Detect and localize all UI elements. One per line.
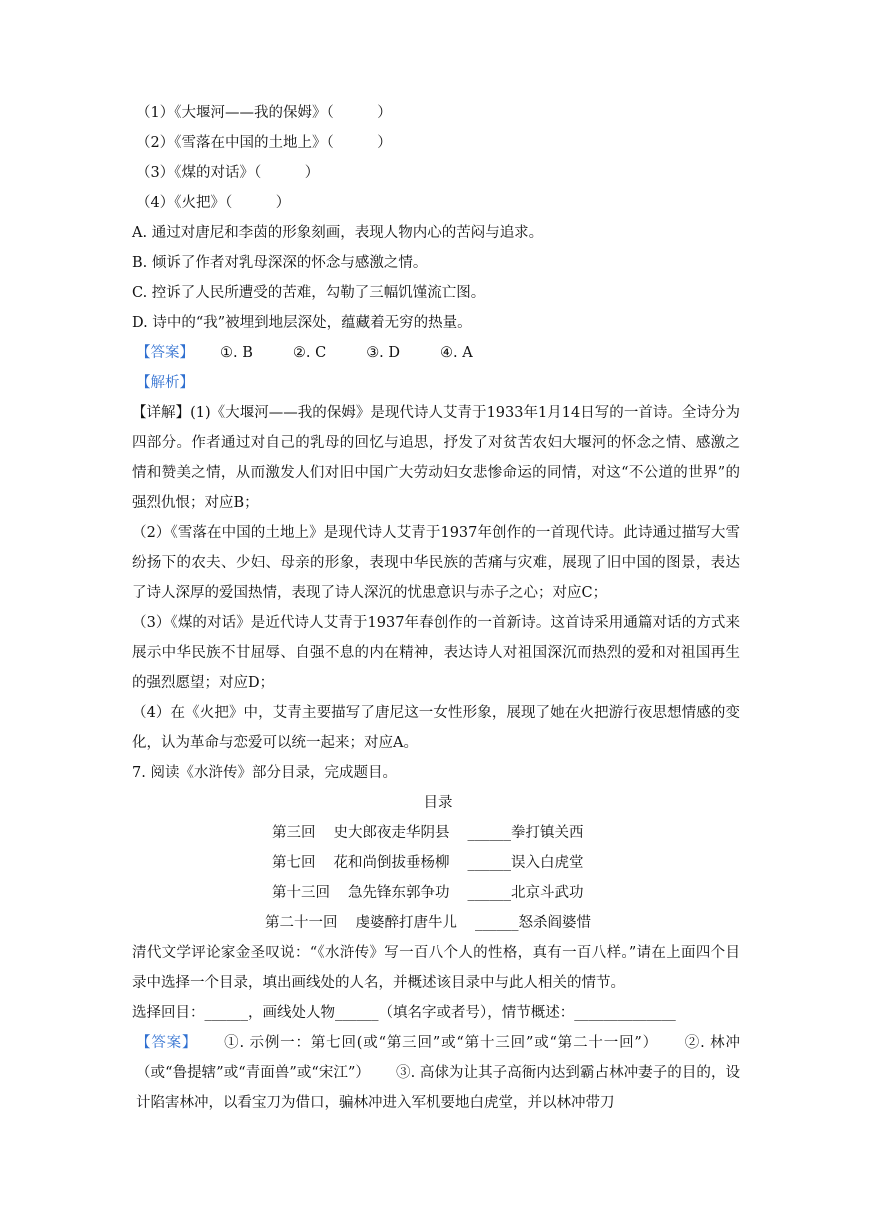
toc-right-4: ______怒杀阎婆惜 bbox=[475, 915, 591, 931]
document-page bbox=[132, 98, 740, 1118]
detail-tag: 【详解】 bbox=[132, 405, 191, 421]
toc-chapter-1: 第三回 bbox=[272, 825, 316, 841]
answer-1: ①. B bbox=[220, 345, 253, 361]
question-7-answer bbox=[132, 1028, 740, 1118]
question-7-fill-line: 选择回目：______，画线处人物______（填名字或者号），情节概述：______________ bbox=[132, 1005, 676, 1021]
toc-row-3 bbox=[132, 878, 740, 908]
detail-1-text: (1)《大堰河——我的保姆》是现代诗人艾青于1933年1月14日写的一首诗。全诗分为四部分。作者通过对自己的乳母的回忆与追思，抒发了对贫苦农妇大堰河的怀念之情、感激之情和赞美之情，从而激发人们对旧中国广大劳动妇女悲惨命运的同情，对这“不公道的世界”的强烈仇恨；对应B； bbox=[132, 405, 740, 511]
q7-answer-1: ①. 示例一：第七回(或“第三回”或“第十三回”或“第二十一回”） bbox=[223, 1035, 658, 1051]
toc-title: 目录 bbox=[423, 795, 453, 811]
analysis-heading bbox=[132, 368, 740, 398]
detail-paragraph-2: （2）《雪落在中国的土地上》是现代诗人艾青于1937年创作的一首现代诗。此诗通过描写大雪纷扬下的农夫、少妇、母亲的形象，表现中华民族的苦痛与灾难，展现了旧中国的图景，表达了诗人深厚的爱国热情，表现了诗人深沉的忧患意识与赤子之心；对应C； bbox=[132, 525, 740, 601]
question-7-stem: 7. 阅读《水浒传》部分目录，完成题目。 bbox=[132, 765, 397, 781]
q7-answer-tag: 【答案】 bbox=[136, 1035, 198, 1051]
toc-right-1: ______拳打镇关西 bbox=[467, 825, 584, 841]
toc-chapter-2: 第七回 bbox=[272, 855, 316, 871]
answer-line bbox=[132, 338, 740, 368]
toc-row-1 bbox=[132, 818, 740, 848]
option-d: D. 诗中的“我”被埋到地层深处，蕴藏着无穷的热量。 bbox=[132, 315, 472, 331]
question-7-prompt: 清代文学评论家金圣叹说：“《水浒传》写一百八个人的性格，真有一百八样。”请在上面四个目录中选择一个目录，填出画线处的人名，并概述该目录中与此人相关的情节。 bbox=[132, 945, 740, 991]
option-b: B. 倾诉了作者对乳母深深的怀念与感激之情。 bbox=[132, 255, 428, 271]
toc-left-2: 花和尚倒拔垂杨柳 bbox=[333, 855, 450, 871]
toc-left-4: 虔婆醉打唐牛儿 bbox=[355, 915, 457, 931]
match-item-3: （3）《煤的对话》（ ） bbox=[136, 165, 320, 181]
match-item-1: （1）《大堰河——我的保姆》（ ） bbox=[136, 105, 392, 121]
toc-right-2: ______误入白虎堂 bbox=[467, 855, 584, 871]
detail-paragraph-4: （4）在《火把》中，艾青主要描写了唐尼这一女性形象，展现了她在火把游行夜思想情感的变化，认为革命与恋爱可以统一起来；对应A。 bbox=[132, 705, 740, 751]
option-a: A. 通过对唐尼和李茵的形象刻画，表现人物内心的苦闷与追求。 bbox=[132, 225, 544, 241]
detail-paragraph-3: （3）《煤的对话》是近代诗人艾青于1937年春创作的一首新诗。这首诗采用通篇对话的方式来展示中华民族不甘屈辱、自强不息的内在精神，表达诗人对祖国深沉而热烈的爱和对祖国再生的强烈愿望；对应D； bbox=[132, 615, 740, 691]
answer-2: ②. C bbox=[292, 345, 327, 361]
analysis-tag: 【解析】 bbox=[136, 375, 194, 391]
toc-row-2 bbox=[132, 848, 740, 878]
q7-answer-3: ③. 高俅为让其子高衙内达到霸占林冲妻子的目的，设计陷害林冲，以看宝刀为借口，骗林冲进入军机要地白虎堂，并以林冲带刀 bbox=[136, 1065, 740, 1111]
match-item-4: （4）《火把》（ ） bbox=[136, 195, 291, 211]
answer-3: ③. D bbox=[366, 345, 401, 361]
toc-row-4 bbox=[132, 908, 740, 938]
match-item-2: （2）《雪落在中国的土地上》（ ） bbox=[136, 135, 392, 151]
answer-tag: 【答案】 bbox=[136, 345, 194, 361]
toc-chapter-3: 第十三回 bbox=[272, 885, 330, 901]
toc-left-1: 史大郎夜走华阴县 bbox=[333, 825, 450, 841]
option-c: C. 控诉了人民所遭受的苦难，勾勒了三幅饥馑流亡图。 bbox=[132, 285, 486, 301]
answer-4: ④. A bbox=[440, 345, 473, 361]
toc-chapter-4: 第二十一回 bbox=[265, 915, 338, 931]
q7-answer-2: ②. 林冲（或“鲁提辖”或“青面兽”或“宋江”） bbox=[136, 1035, 740, 1081]
toc-left-3: 急先锋东郭争功 bbox=[348, 885, 450, 901]
toc-right-3: ______北京斗武功 bbox=[467, 885, 584, 901]
detail-paragraph-1 bbox=[132, 398, 740, 518]
